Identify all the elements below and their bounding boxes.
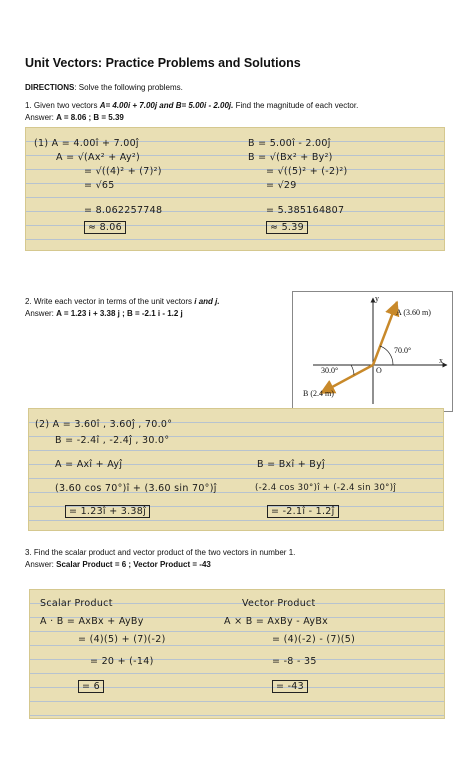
p1-vector-b: B= 5.00i - 2.00j.	[175, 101, 234, 110]
p2-work-line: (3.60 cos 70°)î + (3.60 sin 70°)ĵ	[55, 483, 217, 494]
directions	[25, 83, 183, 93]
p1-q-post: Find the magnitude of each vector.	[233, 101, 359, 110]
p2-work-line: (2) A = 3.60î , 3.60ĵ , 70.0°	[35, 419, 173, 430]
p3-work-line: = (4)(-2) - (7)(5)	[272, 634, 356, 645]
problem-1-question	[25, 101, 358, 111]
x-axis-label: x	[439, 356, 443, 365]
y-axis-label: y	[375, 294, 379, 303]
p3-work-line: = (4)(5) + (7)(-2)	[78, 634, 166, 645]
p3-work-line: = 20 + (-14)	[90, 656, 154, 667]
p3-handwritten-work	[29, 589, 445, 719]
p1-answer-value: A = 8.06 ; B = 5.39	[56, 113, 124, 122]
p1-and: and	[157, 101, 176, 110]
p1-work-line: = √65	[84, 180, 115, 191]
p1-work-line: = 8.062257748	[84, 205, 163, 216]
problem-1-answer	[25, 113, 124, 123]
p1-answer-label: Answer:	[25, 113, 57, 122]
p1-work-line: B = 5.00î - 2.00ĵ	[248, 138, 331, 149]
problem-3-answer	[25, 560, 211, 570]
p1-work-line: = √((4)² + (7)²)	[84, 166, 162, 177]
p3-answer-value: Scalar Product = 6 ; Vector Product = -43	[56, 560, 211, 569]
p2-work-line: B = Bxî + Byĵ	[257, 459, 325, 470]
p2-answer-box-b: = -2.1î - 1.2ĵ	[267, 505, 339, 518]
p1-work-line: A = √(Ax² + Ay²)	[56, 152, 140, 163]
p1-work-line: (1) A = 4.00î + 7.00ĵ	[34, 138, 139, 149]
p2-work-line: (-2.4 cos 30°)î + (-2.4 sin 30°)ĵ	[255, 483, 397, 493]
p3-answer-box-scalar: = 6	[78, 680, 104, 693]
directions-label: DIRECTIONS	[25, 83, 75, 92]
p1-work-line: = √((5)² + (-2)²)	[266, 166, 348, 177]
problem-3-question: 3. Find the scalar product and vector product of the two vectors in number 1.	[25, 548, 296, 557]
p3-answer-box-vector: = -43	[272, 680, 308, 693]
angle-b-label: 30.0°	[321, 366, 339, 375]
p2-answer-box-a: = 1.23î + 3.38ĵ	[65, 505, 150, 518]
p1-vector-a: A= 4.00i + 7.00j	[99, 101, 158, 110]
p2-handwritten-work	[28, 408, 444, 531]
p3-work-line: A × B = AxBy - AyBx	[224, 616, 329, 627]
origin-label: O	[376, 366, 382, 375]
angle-b-arc	[351, 365, 354, 375]
p2-work-line: B = -2.4î , -2.4ĵ , 30.0°	[55, 435, 170, 446]
p1-work-line: = 5.385164807	[266, 205, 345, 216]
p2-unit-i: i	[194, 297, 197, 306]
p2-answer-value: A = 1.23 i + 3.38 j ; B = -2.1 i - 1.2 j	[56, 309, 183, 318]
p3-work-line: A · B = AxBx + AyBy	[40, 616, 144, 627]
angle-a-arc	[380, 346, 393, 365]
vector-figure	[292, 291, 453, 412]
angle-a-label: 70.0°	[394, 346, 412, 355]
p1-work-line: = √29	[266, 180, 297, 191]
p1-answer-box-a: ≈ 8.06	[84, 221, 126, 234]
p1-q-pre: 1. Given two vectors	[25, 101, 100, 110]
p1-handwritten-work	[25, 127, 445, 251]
page-title: Unit Vectors: Practice Problems and Solutions	[25, 56, 301, 70]
directions-text: : Solve the following problems.	[74, 83, 183, 92]
p2-answer-label: Answer:	[25, 309, 57, 318]
vector-a-arrow	[373, 302, 397, 365]
p3-work-line: = -8 - 35	[272, 656, 317, 667]
scalar-product-title: Scalar Product	[40, 598, 113, 609]
vector-a-label: A (3.60 m)	[396, 308, 431, 317]
p2-unit-j: j.	[215, 297, 220, 306]
problem-2-question	[25, 297, 220, 307]
p3-answer-label: Answer:	[25, 560, 57, 569]
p1-work-line: B = √(Bx² + By²)	[248, 152, 333, 163]
p2-q-pre: 2. Write each vector in terms of the unit vectors	[25, 297, 195, 306]
vector-b-label: B (2.4 m)	[303, 389, 334, 398]
p2-and: and	[196, 297, 216, 306]
problem-2-answer	[25, 309, 183, 319]
p1-answer-box-b: ≈ 5.39	[266, 221, 308, 234]
vector-product-title: Vector Product	[242, 598, 316, 609]
p2-work-line: A = Axî + Ayĵ	[55, 459, 123, 470]
